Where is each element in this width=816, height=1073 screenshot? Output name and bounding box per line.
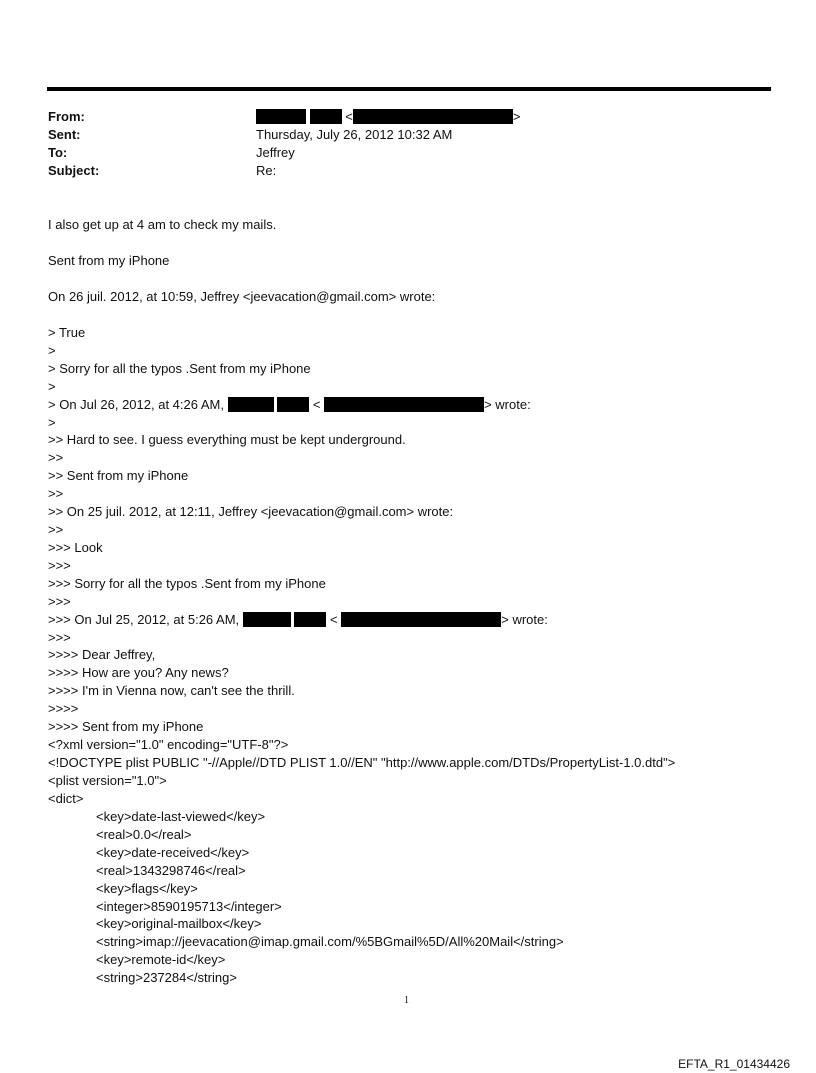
body-line: I also get up at 4 am to check my mails. <box>48 217 277 232</box>
body-line: > <box>48 343 56 358</box>
body-line: On 26 juil. 2012, at 10:59, Jeffrey <jeevacation@gmail.com> wrote: <box>48 289 436 304</box>
body-line: >> On 25 juil. 2012, at 12:11, Jeffrey <jeevacation@gmail.com> wrote: <box>48 504 454 519</box>
body-line: <dict> <box>48 791 84 806</box>
plist-line: <key>date-last-viewed</key> <box>96 809 266 824</box>
body-line: >>>> I'm in Vienna now, can't see the thrill. <box>48 683 295 698</box>
body-line: > <box>48 379 56 394</box>
quote-wrote: > wrote: <box>501 612 548 627</box>
body-line: >>> <box>48 630 71 645</box>
body-line: >> Hard to see. I guess everything must be kept underground. <box>48 432 406 447</box>
body-line: <?xml version="1.0" encoding="UTF-8"?> <box>48 737 289 752</box>
redaction-block <box>294 612 326 627</box>
from-lt: < <box>345 109 353 124</box>
plist-line: <string>237284</string> <box>96 970 237 985</box>
sent-value: Thursday, July 26, 2012 10:32 AM <box>256 127 453 142</box>
quote-intro: >>> On Jul 25, 2012, at 5:26 AM, <box>48 612 240 627</box>
redaction-block <box>353 109 513 124</box>
body-line: >> <box>48 450 64 465</box>
body-line: >>>> How are you? Any news? <box>48 665 229 680</box>
body-line: >> <box>48 486 64 501</box>
quote-lt: < <box>330 612 338 627</box>
body-line: >>>> Dear Jeffrey, <box>48 647 156 662</box>
sent-label: Sent: <box>48 127 81 142</box>
from-value <box>256 108 520 126</box>
to-value: Jeffrey <box>256 145 295 160</box>
plist-line: <string>imap://jeevacation@imap.gmail.com/%5BGmail%5D/All%20Mail</string> <box>96 934 564 949</box>
document-id: EFTA_R1_01434426 <box>678 1057 790 1071</box>
body-line: >>> Sorry for all the typos .Sent from my iPhone <box>48 576 326 591</box>
plist-line: <integer>8590195713</integer> <box>96 899 282 914</box>
body-line: >>> <box>48 594 71 609</box>
redaction-block <box>228 397 274 412</box>
from-label: From: <box>48 109 85 124</box>
body-line: > <box>48 415 56 430</box>
header-rule <box>47 87 771 91</box>
redaction-block <box>310 109 342 124</box>
body-line: >>>> Sent from my iPhone <box>48 719 204 734</box>
body-line: <!DOCTYPE plist PUBLIC "-//Apple//DTD PLIST 1.0//EN" "http://www.apple.com/DTDs/PropertyList-1.0.dtd"> <box>48 755 676 770</box>
to-label: To: <box>48 145 68 160</box>
quote-intro: > On Jul 26, 2012, at 4:26 AM, <box>48 397 224 412</box>
plist-line: <real>0.0</real> <box>96 827 192 842</box>
body-line: >>>> <box>48 701 79 716</box>
body-line <box>48 396 531 414</box>
redaction-block <box>243 612 291 627</box>
from-gt: > <box>512 109 521 124</box>
redaction-block <box>324 397 484 412</box>
quote-wrote: > wrote: <box>484 397 531 412</box>
body-line: >> <box>48 522 64 537</box>
subject-label: Subject: <box>48 163 100 178</box>
body-line: > Sorry for all the typos .Sent from my iPhone <box>48 361 311 376</box>
body-line: > True <box>48 325 86 340</box>
page-number: 1 <box>404 995 409 1006</box>
plist-line: <real>1343298746</real> <box>96 863 246 878</box>
subject-value: Re: <box>256 163 277 178</box>
plist-line: <key>flags</key> <box>96 881 198 896</box>
redaction-block <box>277 397 309 412</box>
plist-line: <key>remote-id</key> <box>96 952 226 967</box>
plist-line: <key>date-received</key> <box>96 845 250 860</box>
body-line: <plist version="1.0"> <box>48 773 167 788</box>
body-line: >>> <box>48 558 71 573</box>
body-line: >> Sent from my iPhone <box>48 468 189 483</box>
body-line: Sent from my iPhone <box>48 253 170 268</box>
body-line <box>48 611 548 629</box>
quote-lt: < <box>312 397 321 412</box>
body-line: >>> Look <box>48 540 103 555</box>
plist-line: <key>original-mailbox</key> <box>96 916 262 931</box>
redaction-block <box>256 109 306 124</box>
redaction-block <box>341 612 501 627</box>
